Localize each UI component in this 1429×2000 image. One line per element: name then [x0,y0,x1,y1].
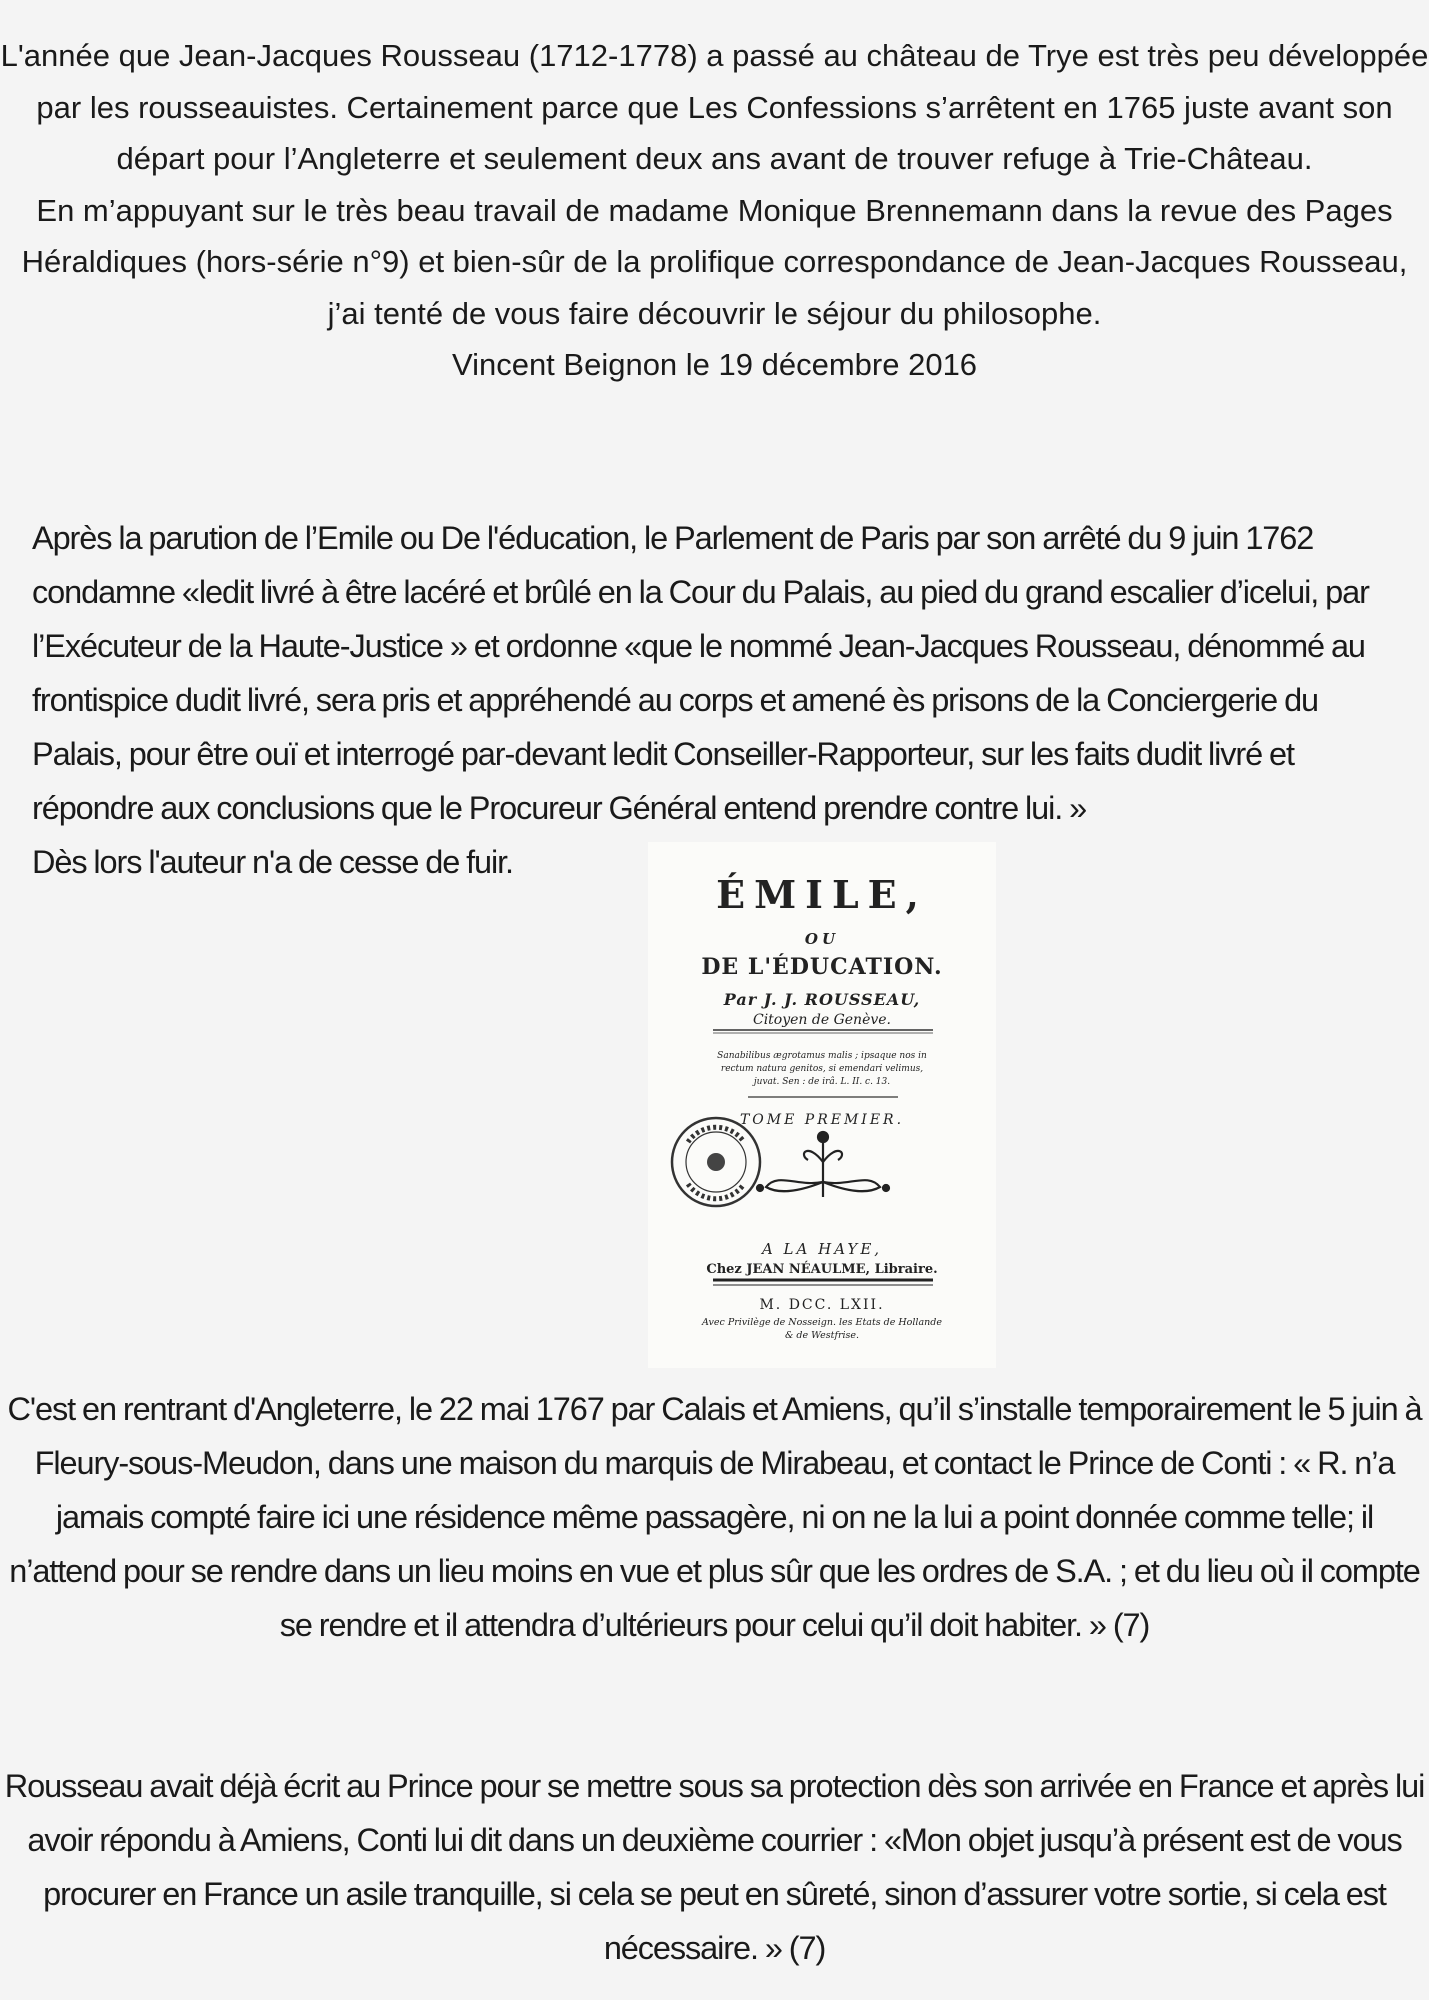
book-ornaments [648,842,996,1368]
book-place: A LA HAYE, [761,1240,883,1258]
book-subtitle: DE L'ÉDUCATION. [701,954,943,980]
intro-paragraph: L'année que Jean-Jacques Rousseau (1712-1778) a passé au château de Trye est très peu développée par les rousseauistes. Certainement parce que Les Confessions s’arrêtent en 1765 juste avant son départ pour l’Angleterre et seulement deux ans avant de trouver refuge à Trie-Château. [0,38,1429,176]
author-signature: Vincent Beignon le 19 décembre 2016 [451,347,978,382]
section-1-text: Après la parution de l’Emile ou De l'éducation, le Parlement de Paris par son arrêté du 9 juin 1762 condamne «ledit livré à être lacéré et brûlé en la Cour du Palais, au pied du grand escalier d’icelui, par l’Exécuteur de la Haute-Justice » et ordonne «que le nommé Jean-Jacques Rousseau, dénommé au frontispice dudit livré, sera pris et appréhendé au corps et amené ès prisons de la Conciergerie du Palais, pour être ouï et interrogé par-devant ledit Conseiller-Rapporteur, sur les faits dudit livré et répondre aux conclusions que le Procureur Général entend prendre contre lui. » [32,520,1369,826]
book-date: M. DCC. LXII. [759,1297,885,1313]
section-1-text-2: Dès lors l'auteur n'a de cesse de fuir. [32,844,513,880]
section-2-text: C'est en rentrant d'Angleterre, le 22 mai 1767 par Calais et Amiens, qu’il s’installe temporairement le 5 juin à Fleury-sous-Meudon, dans une maison du marquis de Mirabeau, et contact le Prince de Conti : « R. n’a jamais compté faire ici une résidence même passagère, ni on ne la lui a point donnée comme telle; il n’attend pour se rendre dans un lieu moins en vue et plus sûr que les ordres de S.A. ; et du lieu où il compte se rendre et il attendra d’ultérieurs pour celui qu’il doit habiter. » (7) [7,1391,1422,1643]
book-title: ÉMILE, [716,872,928,917]
book-volume: TOME PREMIER. [739,1112,905,1128]
book-citizen: Citoyen de Genève. [752,1012,892,1028]
book-ou: OU [804,930,840,948]
book-author: Par J. J. ROUSSEAU, [723,990,921,1009]
emile-title-page-image [648,842,996,1368]
section-3 [0,1759,1429,1975]
section-1 [32,511,1412,889]
book-epigraph: Sanabilibus ægrotamus malis ; ipsaque nos in rectum natura genitos, si emendari velimus, juvat. Sen : de irâ. L. II. c. 13. [717,1051,927,1087]
book-privilege: Avec Privilège de Nosseign. les Etats de Hollande & de Westfrise. [702,1317,942,1341]
section-2 [0,1382,1429,1652]
book-publisher: Chez JEAN NÉAULME, Libraire. [706,1262,938,1277]
library-stamp [672,1118,760,1206]
intro-paragraph-2: En m’appuyant sur le très beau travail de madame Monique Brennemann dans la revue des Pages Héraldiques (hors-série n°9) et bien-sûr de la prolifique correspondance de Jean-Jacques Rousseau, j’ai tenté de vous faire découvrir le séjour du philosophe. [21,192,1408,331]
fleuron-ornament [757,1132,889,1197]
intro-block [0,30,1429,391]
section-3-text: Rousseau avait déjà écrit au Prince pour se mettre sous sa protection dès son arrivée en France et après lui avoir répondu à Amiens, Conti lui dit dans un deuxième courrier : «Mon objet jusqu’à présent est de vous procurer en France un asile tranquille, si cela se peut en sûreté, sinon d’assurer votre sortie, si cela est nécessaire. » (7) [4,1768,1425,1966]
